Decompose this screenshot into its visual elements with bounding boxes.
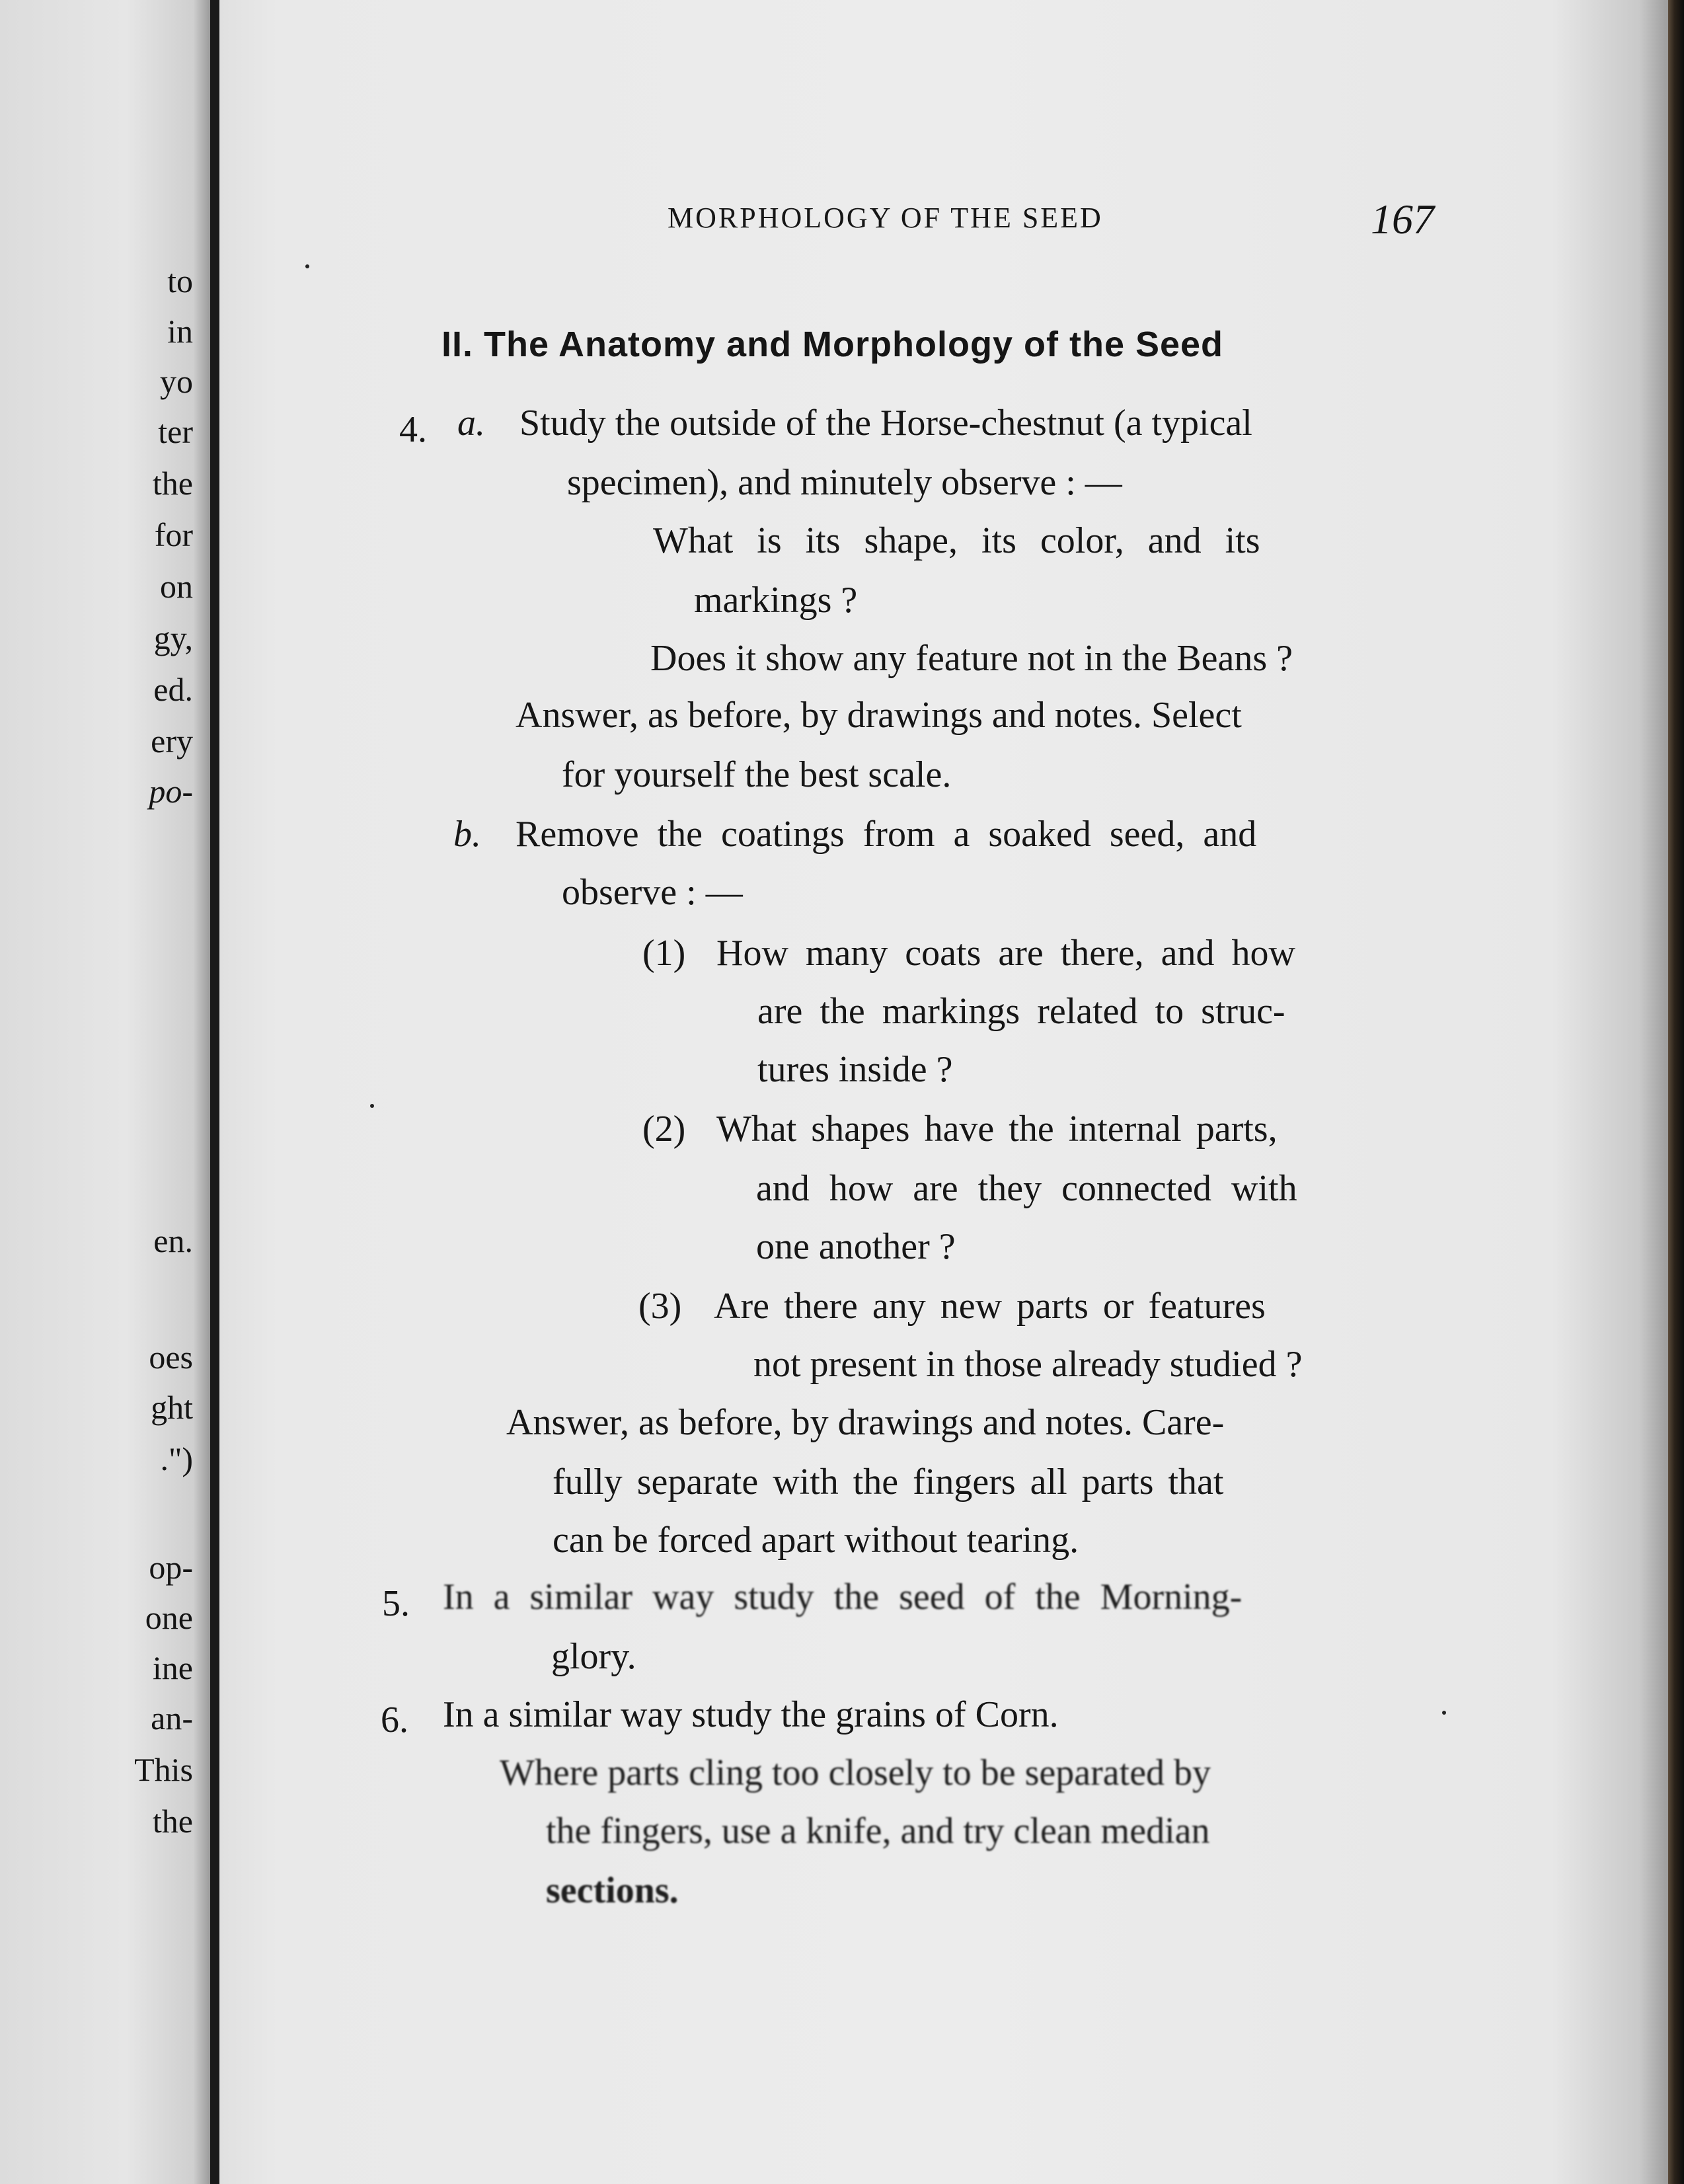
body-line: specimen), and minutely observe : —: [567, 462, 1122, 503]
question-line: not present in those already studied ?: [753, 1344, 1303, 1385]
left-page-fragment: ed.: [153, 671, 193, 708]
print-speck: [1442, 1711, 1446, 1715]
question-line: Does it show any feature not in the Beans ?: [650, 638, 1293, 679]
question-number: (3): [638, 1286, 682, 1327]
item-number: 6.: [381, 1699, 408, 1740]
page-number: 167: [1371, 196, 1434, 243]
left-page-fragment: po-: [149, 773, 193, 810]
question-line: tures inside ?: [757, 1049, 953, 1090]
print-speck: [305, 264, 309, 268]
question-number: (2): [642, 1109, 686, 1150]
note-line: Where parts cling too closely to be separated by: [500, 1752, 1211, 1793]
question-line: markings ?: [694, 580, 858, 621]
left-page-fragment: op-: [149, 1549, 193, 1586]
body-line: glory.: [551, 1636, 636, 1677]
answer-line: can be forced apart without tearing.: [553, 1520, 1079, 1561]
item-number: 4.: [399, 409, 427, 450]
print-speck: [370, 1104, 374, 1108]
left-page-fragment: gy,: [153, 619, 193, 656]
section-title: II. The Anatomy and Morphology of the Seed: [441, 325, 1224, 364]
left-page-fragment: an-: [151, 1699, 193, 1736]
sub-item-label: a.: [457, 403, 485, 444]
left-page-fragment: ght: [151, 1389, 193, 1426]
body-line: In a similar way study the seed of the Morning-: [443, 1577, 1243, 1618]
left-facing-page: [0, 0, 210, 2184]
answer-line: fully separate with the fingers all parts that: [553, 1462, 1224, 1502]
body-line: Study the outside of the Horse-chestnut (a typical: [519, 403, 1252, 444]
question-line: one another ?: [756, 1226, 956, 1267]
question-line: How many coats are there, and how: [716, 933, 1295, 974]
body-line: In a similar way study the grains of Corn.: [443, 1694, 1059, 1735]
answer-line: Answer, as before, by drawings and notes. Select: [516, 695, 1242, 736]
main-page: [219, 0, 1668, 2184]
body-line: observe : —: [562, 872, 743, 913]
sub-item-label: b.: [453, 814, 481, 855]
left-page-fragment: to: [167, 262, 193, 299]
left-page-fragment: ."): [160, 1440, 193, 1477]
left-page-fragment: ter: [158, 413, 193, 450]
running-head: MORPHOLOGY OF THE SEED: [668, 202, 1103, 234]
left-page-fragment: This: [134, 1751, 193, 1788]
question-number: (1): [642, 933, 686, 974]
left-page-fragment: for: [154, 516, 193, 553]
left-page-fragment: the: [152, 465, 193, 502]
left-page-fragment: the: [152, 1803, 193, 1840]
question-line: Are there any new parts or features: [714, 1286, 1266, 1327]
left-page-fragment: one: [145, 1599, 193, 1636]
left-page-fragment: ine: [152, 1649, 193, 1686]
left-page-fragment: yo: [160, 363, 193, 400]
left-page-fragment: on: [160, 568, 193, 605]
question-line: What is its shape, its color, and its: [653, 520, 1260, 561]
book-gutter: [210, 0, 219, 2184]
book-edge: [1668, 0, 1684, 2184]
answer-line: for yourself the best scale.: [562, 754, 952, 795]
question-line: What shapes have the internal parts,: [716, 1109, 1278, 1150]
answer-line: Answer, as before, by drawings and notes. Care-: [506, 1402, 1225, 1443]
note-line: sections.: [546, 1870, 679, 1911]
note-line: the fingers, use a knife, and try clean median: [546, 1811, 1210, 1852]
question-line: and how are they connected with: [756, 1168, 1297, 1209]
left-page-fragment: in: [167, 313, 193, 350]
left-page-fragment: en.: [153, 1222, 193, 1259]
body-line: Remove the coatings from a soaked seed, and: [516, 814, 1257, 855]
item-number: 5.: [382, 1583, 410, 1624]
left-page-fragment: ery: [151, 722, 193, 760]
left-page-fragment: oes: [149, 1339, 193, 1376]
question-line: are the markings related to struc-: [757, 991, 1285, 1032]
